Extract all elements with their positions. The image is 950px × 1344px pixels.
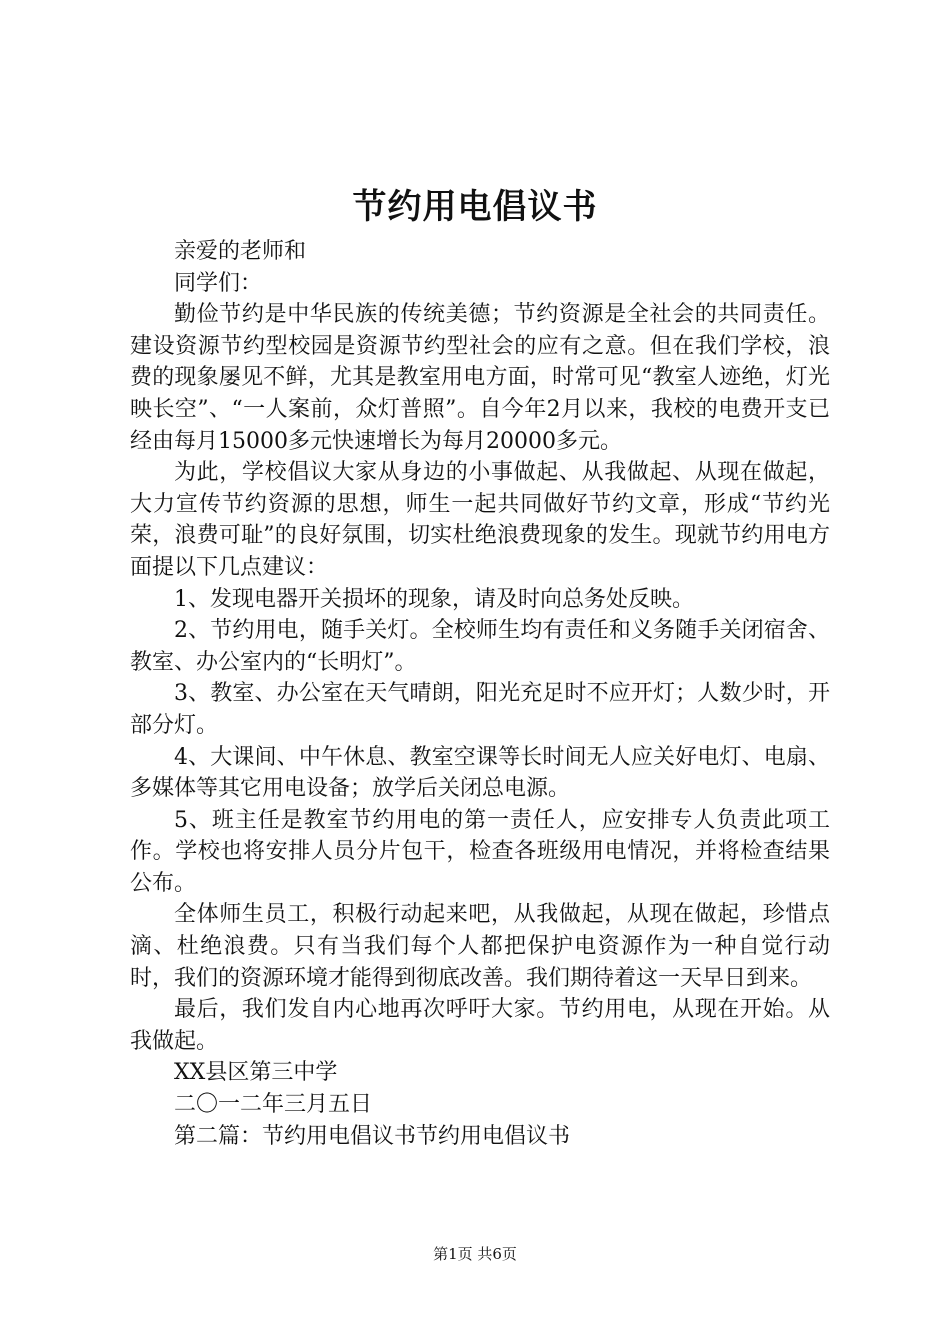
document-title: 节约用电倡议书	[352, 187, 598, 227]
signature-school: XX县区第三中学	[174, 1060, 338, 1086]
next-section-heading: 第二篇：节约用电倡议书节约用电倡议书	[174, 1123, 571, 1149]
salutation-line-1: 亲爱的老师和	[174, 239, 307, 264]
signature-date: 二〇一二年三月五日	[174, 1092, 373, 1118]
suggestion-4: 4、大课间、中午休息、教室空课等长时间无人应关好电灯、电扇、多媒体等其它用电设备；放学后关闭总电源。	[130, 744, 830, 802]
paragraph-intro: 勤俭节约是中华民族的传统美德；节约资源是全社会的共同责任。建设资源节约型校园是资源节约型社会的应有之意。但在我们学校，浪费的现象屡见不鲜，尤其是教室用电方面，时常可见“教室人迹绝，灯光映长空”、“一人案前，众灯普照”。自今年2月以来，我校的电费开支已经由每月15000多元快速增长为每月20000多元。	[130, 302, 830, 454]
suggestion-3: 3、教室、办公室在天气晴朗，阳光充足时不应开灯；人数少时，开部分灯。	[130, 681, 830, 738]
salutation-line-2: 同学们：	[174, 270, 263, 296]
suggestion-2: 2、节约用电，随手关灯。全校师生均有责任和义务随手关闭宿舍、教室、办公室内的“长明灯”。	[130, 618, 830, 675]
suggestion-5: 5、班主任是教室节约用电的第一责任人，应安排专人负责此项工作。学校也将安排人员分片包干，检查各班级用电情况，并将检查结果公布。	[130, 807, 830, 896]
paragraph-call-to-action: 全体师生员工，积极行动起来吧，从我做起，从现在做起，珍惜点滴、杜绝浪费。只有当我们每个人都把保护电资源作为一种自觉行动时，我们的资源环境才能得到彻底改善。我们期待着这一天早日到来。	[130, 902, 830, 991]
suggestion-1: 1、发现电器开关损坏的现象，请及时向总务处反映。	[174, 586, 694, 612]
paragraph-closing: 最后，我们发自内心地再次呼吁大家。节约用电，从现在开始。从我做起。	[130, 997, 830, 1054]
page-footer: 第1页 共6页	[433, 1245, 517, 1263]
paragraph-initiative: 为此，学校倡议大家从身边的小事做起、从我做起、从现在做起，大力宣传节约资源的思想，师生一起共同做好节约文章，形成“节约光荣，浪费可耻”的良好氛围，切实杜绝浪费现象的发生。现就节约用电方面提以下几点建议：	[130, 460, 830, 580]
document-body	[130, 236, 830, 1152]
